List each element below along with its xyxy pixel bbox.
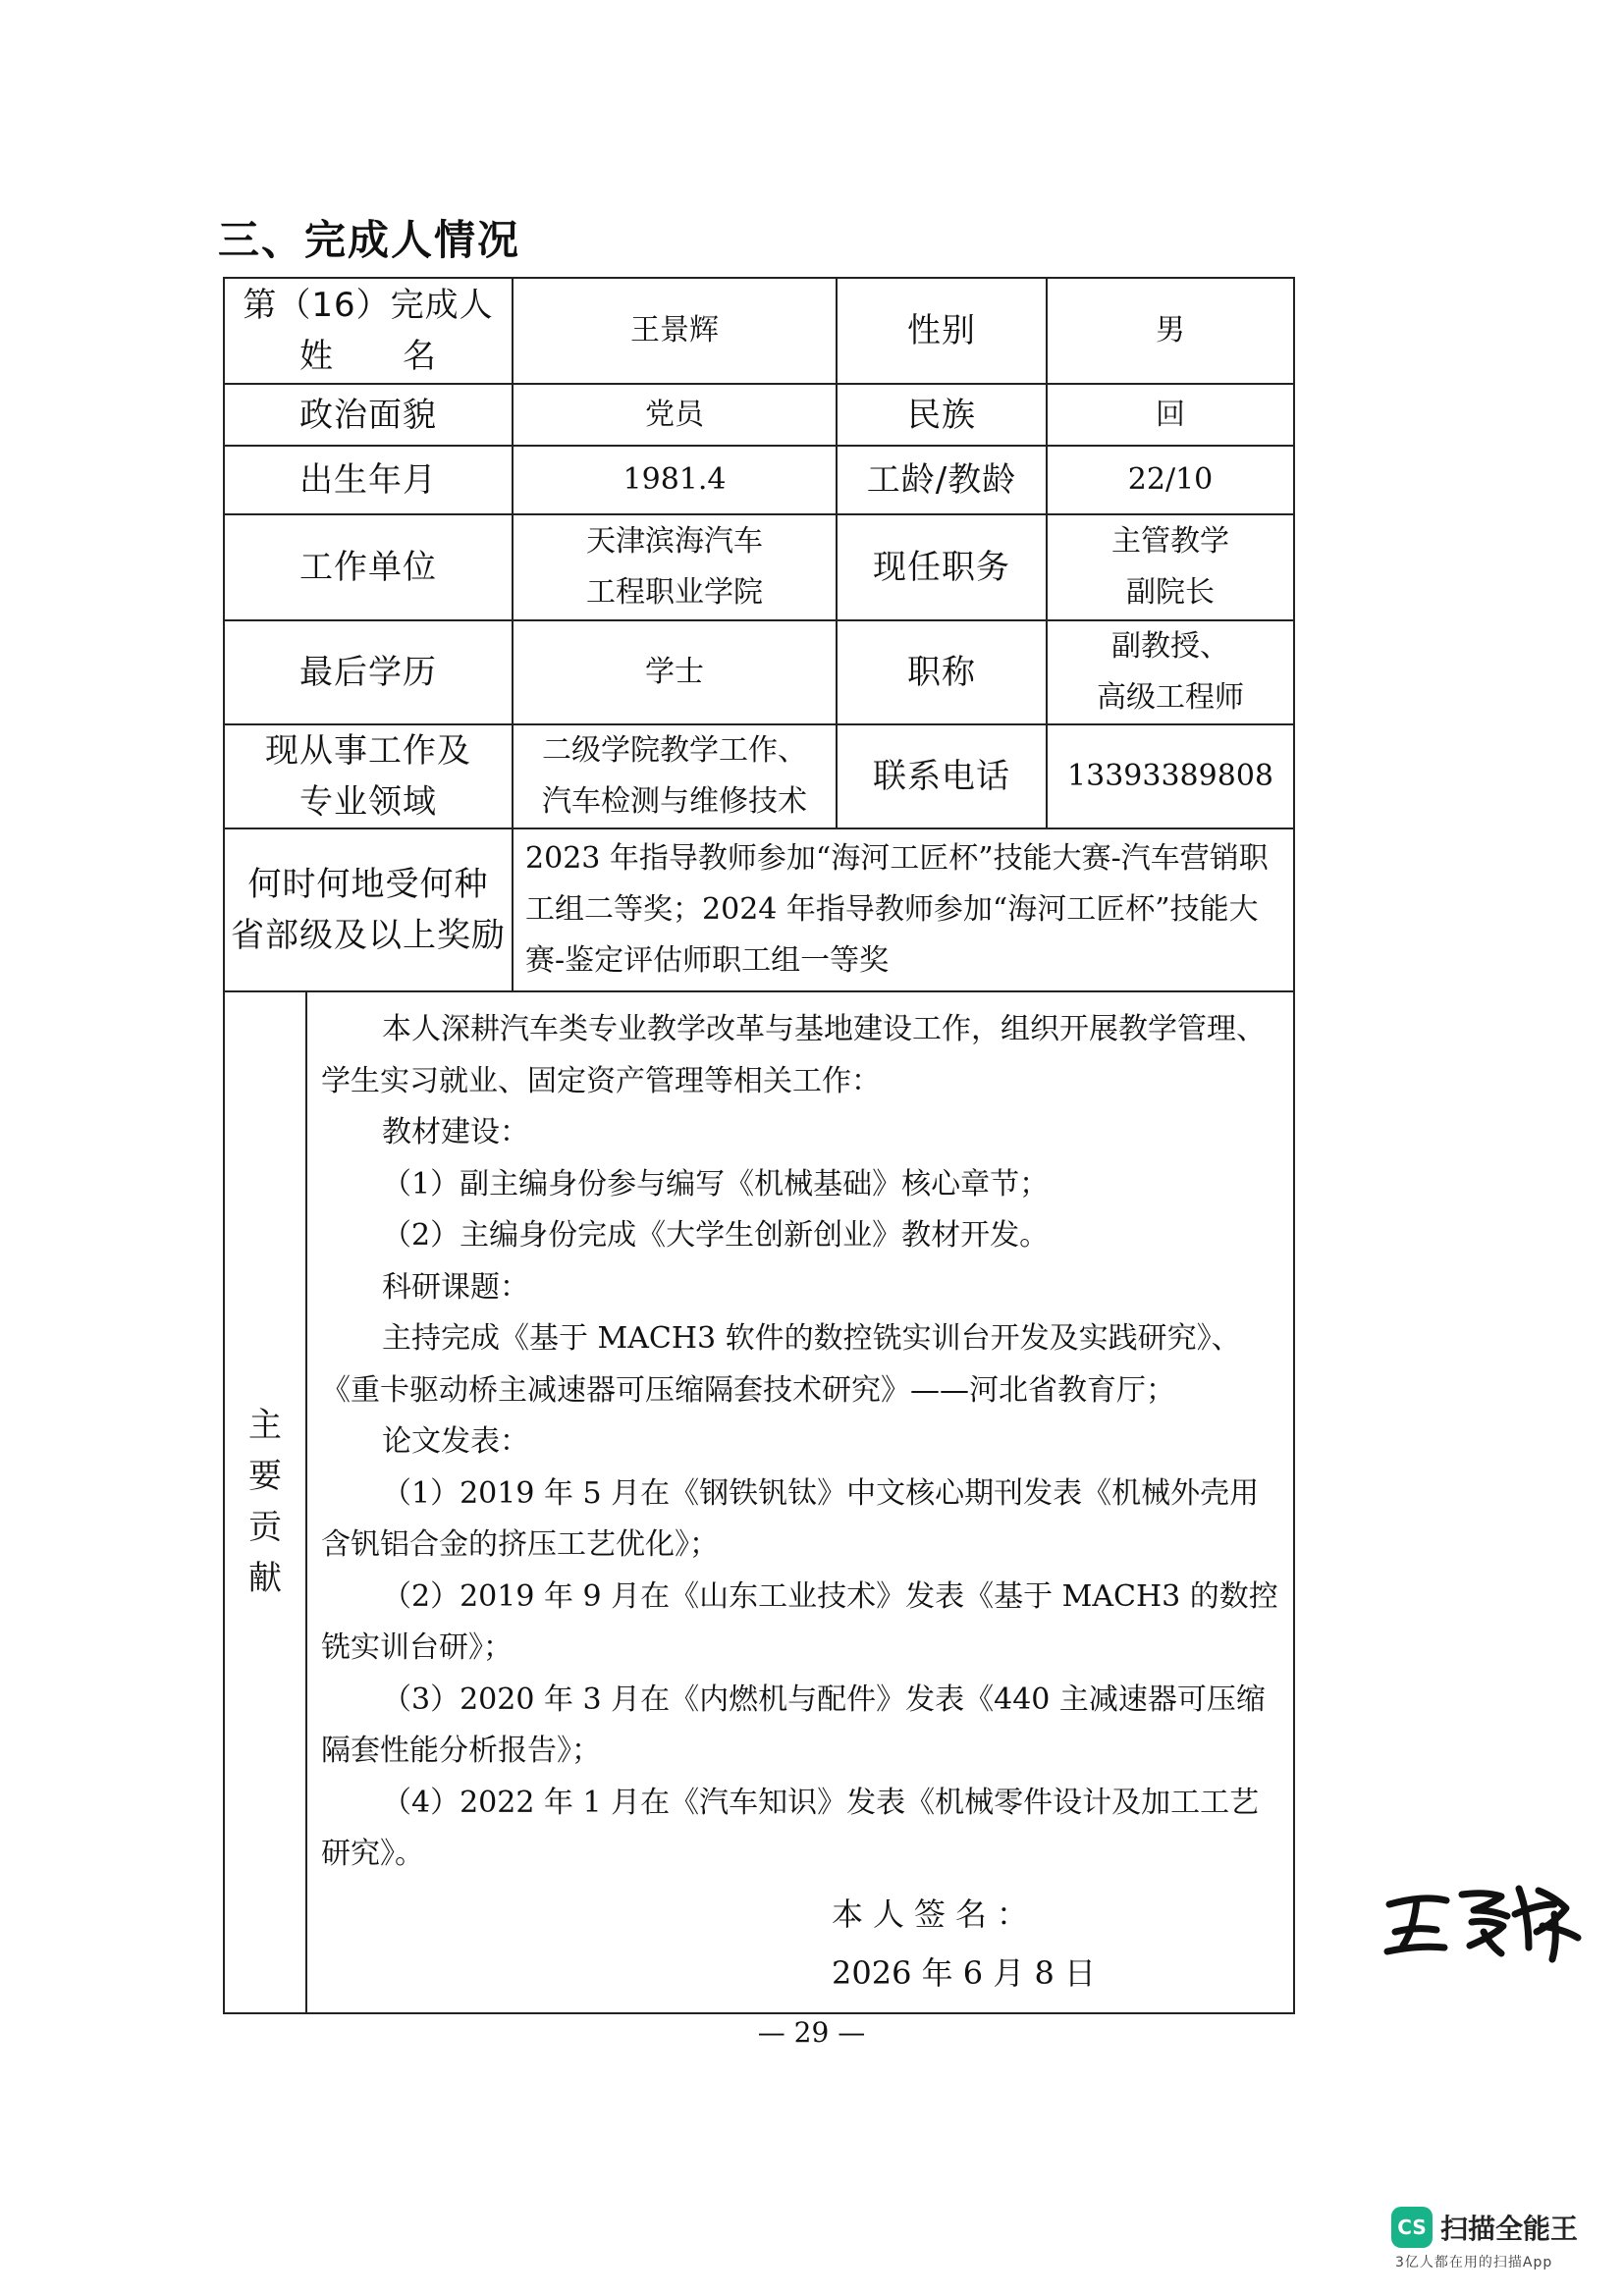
- contribution-label-char-1: 主: [248, 1406, 282, 1446]
- contribution-intro: 本人深耕汽车类专业教学改革与基地建设工作，组织开展教学管理、学生实习就业、固定资产管理等相关工作：: [321, 1012, 1266, 1098]
- awards-label-line2: 省部级及以上奖励: [231, 916, 506, 955]
- contribution-label-char-3: 贡: [248, 1508, 282, 1548]
- work-value-line2: 汽车检测与维修技术: [542, 784, 808, 819]
- paper-item-4: （4）2022 年 1 月在《汽车知识》发表《机械零件设计及加工工艺研究》。: [321, 1785, 1260, 1871]
- row-education: [224, 620, 1294, 724]
- work-value-line1: 二级学院教学工作、: [542, 733, 808, 768]
- contribution-content: [306, 991, 1294, 2013]
- contribution-label-char-4: 献: [248, 1559, 282, 1599]
- work-value: [513, 724, 837, 828]
- research-item: 主持完成《基于 MACH3 软件的数控铣实训台开发及实践研究》、《重卡驱动桥主减速器可压缩隔套技术研究》——河北省教育厅；: [321, 1321, 1241, 1408]
- position-value-line2: 副院长: [1126, 575, 1216, 610]
- employer-label: 工作单位: [224, 514, 513, 620]
- paper-item-2: （2）2019 年 9 月在《山东工业技术》发表《基于 MACH3 的数控铣实训台研》；: [321, 1578, 1278, 1665]
- paper-item-1: （1）2019 年 5 月在《钢铁钒钛》中文核心期刊发表《机械外壳用含钒铝合金的挤压工艺优化》；: [321, 1475, 1260, 1562]
- section-title: 三、完成人情况: [218, 216, 521, 264]
- employer-value: [513, 514, 837, 620]
- scanner-watermark: [1391, 2207, 1597, 2271]
- handwritten-signature: [1381, 1875, 1588, 1963]
- title-value-line1: 副教授、: [1111, 629, 1230, 664]
- position-value-line1: 主管教学: [1111, 524, 1230, 559]
- name-label-line2: 姓 名: [299, 337, 437, 376]
- awards-label-line1: 何时何地受何种: [247, 865, 489, 904]
- contribution-label-char-2: 要: [248, 1457, 282, 1497]
- page-number: — 29 —: [757, 2016, 866, 2049]
- scanner-app-name: 扫描全能王: [1440, 2213, 1579, 2245]
- work-label-line1: 现从事工作及: [265, 731, 471, 771]
- research-heading: 科研课题：: [382, 1269, 529, 1305]
- awards-value: 2023 年指导教师参加“海河工匠杯”技能大赛-汽车营销职工组二等奖；2024 年指导教师参加“海河工匠杯”技能大赛-鉴定评估师职工组一等奖: [513, 828, 1294, 991]
- gender-label: 性别: [837, 278, 1047, 384]
- signature-label: 本人签名：: [832, 1895, 1039, 1933]
- title-value: [1047, 620, 1294, 724]
- row-birth: [224, 446, 1294, 514]
- signature-line: [321, 1889, 1279, 1944]
- signature-date: 2026 年 6 月 8 日: [832, 1953, 1097, 1992]
- row-employer: [224, 514, 1294, 620]
- position-value: [1047, 514, 1294, 620]
- awards-label: [224, 828, 513, 991]
- seniority-value: 22/10: [1047, 446, 1294, 514]
- title-label: 职称: [837, 620, 1047, 724]
- employer-value-line2: 工程职业学院: [586, 575, 764, 610]
- ethnicity-label: 民族: [837, 384, 1047, 446]
- textbook-item-2: （2）主编身份完成《大学生创新创业》教材开发。: [382, 1218, 1050, 1253]
- name-label: [224, 278, 513, 384]
- row-awards: [224, 828, 1294, 991]
- name-value: 王景辉: [513, 278, 837, 384]
- political-label: 政治面貌: [224, 384, 513, 446]
- title-value-line2: 高级工程师: [1097, 680, 1245, 715]
- row-political: [224, 384, 1294, 446]
- row-contribution: [224, 991, 1294, 2013]
- phone-value: 13393389808: [1047, 724, 1294, 828]
- birth-label: 出生年月: [224, 446, 513, 514]
- name-label-line1: 第（16）完成人: [243, 286, 494, 325]
- ethnicity-value: 回: [1047, 384, 1294, 446]
- textbook-item-1: （1）副主编身份参与编写《机械基础》核心章节；: [382, 1166, 1050, 1201]
- row-name: [224, 278, 1294, 384]
- birth-value: 1981.4: [513, 446, 837, 514]
- scanner-tagline: 3亿人都在用的扫描App: [1395, 2255, 1553, 2270]
- employer-value-line1: 天津滨海汽车: [586, 524, 764, 559]
- work-label: [224, 724, 513, 828]
- personnel-form-table: [223, 277, 1295, 2014]
- education-value: 学士: [513, 620, 837, 724]
- textbook-heading: 教材建设：: [382, 1115, 529, 1149]
- contribution-label: [224, 991, 306, 2013]
- position-label: 现任职务: [837, 514, 1047, 620]
- seniority-label: 工龄/教龄: [837, 446, 1047, 514]
- gender-value: 男: [1047, 278, 1294, 384]
- paper-item-3: （3）2020 年 3 月在《内燃机与配件》发表《440 主减速器可压缩隔套性能分析报告》；: [321, 1682, 1266, 1768]
- phone-label: 联系电话: [837, 724, 1047, 828]
- scanner-logo-icon: CS: [1391, 2207, 1433, 2248]
- row-work: [224, 724, 1294, 828]
- political-value: 党员: [513, 384, 837, 446]
- papers-heading: 论文发表：: [382, 1424, 529, 1459]
- education-label: 最后学历: [224, 620, 513, 724]
- work-label-line2: 专业领域: [299, 782, 437, 822]
